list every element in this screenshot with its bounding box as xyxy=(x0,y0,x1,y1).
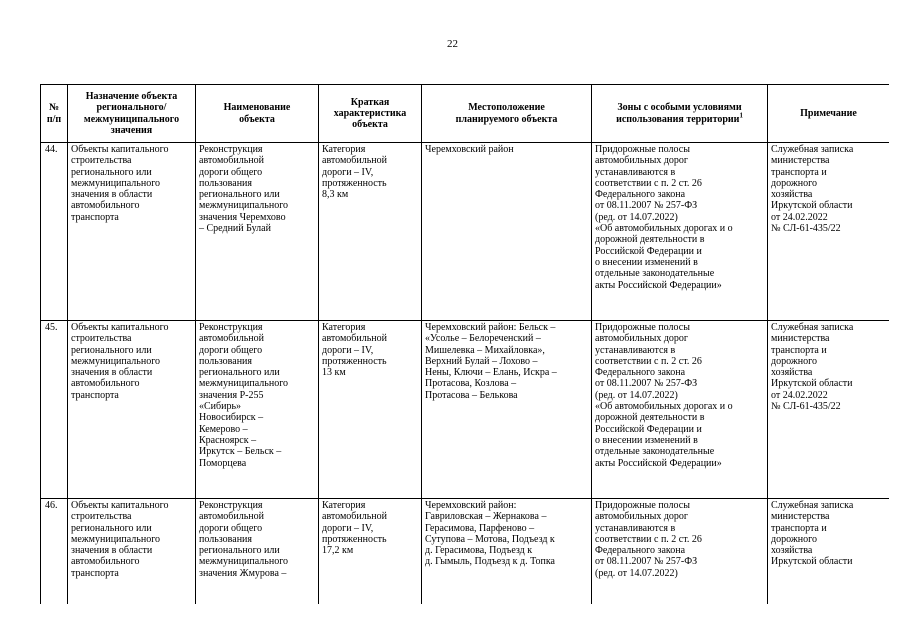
cell-text-line: автомобильной xyxy=(322,333,387,345)
cell-text-line: хозяйства xyxy=(771,367,813,379)
cell-text-line: пользования xyxy=(199,177,252,189)
cell-text-line: Категория xyxy=(322,144,366,155)
cell-text-line: от 08.11.2007 № 257-ФЗ xyxy=(595,200,698,212)
header-purpose xyxy=(68,85,196,143)
cell-text-line: строительства xyxy=(71,333,132,345)
cell-text-line: – Средний Булай xyxy=(199,223,271,235)
cell-text-line: Мишелевка – Михайловка», xyxy=(425,344,545,356)
cell-text-line: значения xyxy=(110,124,153,136)
cell-text-line: Верхний Булай – Лохово – xyxy=(425,355,538,367)
cell-text-line: № СЛ-61-435/22 xyxy=(771,401,841,413)
cell-text-line: Федерального закона xyxy=(595,367,686,379)
object-purpose xyxy=(68,321,196,499)
object-location xyxy=(422,321,592,499)
cell-text-line: Красноярск – xyxy=(199,434,257,446)
cell-text-line: строительства xyxy=(71,511,132,523)
restricted-zones xyxy=(592,321,768,499)
cell-text-line: объекта xyxy=(239,113,275,125)
cell-text-line: дорожного xyxy=(771,355,817,367)
cell-text-line: д. Герасимова, Подъезд к xyxy=(425,545,533,557)
table-row xyxy=(41,499,890,605)
cell-text-line: министерства xyxy=(771,155,830,167)
cell-text-line: автомобильных дорог xyxy=(595,155,689,167)
cell-text-line: от 08.11.2007 № 257-ФЗ xyxy=(595,556,698,568)
cell-text-line: Объекты капитального xyxy=(71,144,169,155)
restricted-zones xyxy=(592,143,768,321)
cell-text-line: значения в области xyxy=(71,367,153,379)
cell-text-line: Объекты капитального xyxy=(71,500,169,511)
footnote-marker: 1 xyxy=(739,111,743,120)
cell-text-line: «Об автомобильных дорогах и о xyxy=(595,223,733,235)
cell-text-line: дороги общего xyxy=(199,344,263,356)
row-number: 45. xyxy=(41,321,68,499)
cell-text-line: регионального или xyxy=(71,166,152,178)
object-name xyxy=(196,499,319,605)
cell-text-line: Протасова, Козлова – xyxy=(425,378,517,390)
cell-text-line: Нены, Ключи – Елань, Искра – xyxy=(425,367,557,379)
cell-text-line: устанавливаются в xyxy=(595,166,676,178)
cell-text-line: «Сибирь» xyxy=(199,401,242,413)
cell-text-line: автомобильного xyxy=(71,378,140,390)
cell-text-line: межмуниципального xyxy=(199,200,289,212)
cell-text-line: транспорта xyxy=(71,211,119,223)
cell-text-line: дороги общего xyxy=(199,522,263,534)
cell-text-line: соответствии с п. 2 ст. 26 xyxy=(595,355,702,367)
header-zones-line-2 xyxy=(594,111,765,125)
cell-text-line: Новосибирск – xyxy=(199,412,264,424)
cell-text-line: Протасова – Белькова xyxy=(425,389,518,401)
cell-text-line: Придорожные полосы xyxy=(595,500,690,511)
cell-text-line: строительства xyxy=(71,155,132,167)
cell-text-line: планируемого объекта xyxy=(455,113,558,125)
object-note xyxy=(768,143,890,321)
cell-text-line: регионального или xyxy=(199,189,280,201)
cell-text-line: протяженность xyxy=(322,533,387,545)
cell-text-line: Черемховский район: Бельск – xyxy=(425,322,556,333)
restricted-zones xyxy=(592,499,768,605)
cell-text-line: отдельные законодательные xyxy=(595,446,715,458)
cell-text-line: п/п xyxy=(46,113,62,125)
cell-text-line: Категория xyxy=(322,500,366,511)
cell-text-line: № СЛ-61-435/22 xyxy=(771,223,841,235)
cell-text-line: межмуниципального xyxy=(71,177,161,189)
cell-text-line: Реконструкция xyxy=(199,144,263,155)
cell-text-line: 8,3 км xyxy=(322,189,349,201)
cell-text-line: регионального или xyxy=(199,367,280,379)
cell-text-line: Сутупова – Мотова, Подъезд к xyxy=(425,533,555,545)
header-name xyxy=(196,85,319,143)
cell-text-line: протяженность xyxy=(322,355,387,367)
cell-text-line: значения Черемхово xyxy=(199,211,286,223)
cell-text-line: характеристика xyxy=(333,107,407,119)
cell-text-line: Придорожные полосы xyxy=(595,144,690,155)
cell-text-line: транспорта и xyxy=(771,522,827,534)
cell-text-line: хозяйства xyxy=(771,189,813,201)
cell-text-line: от 24.02.2022 xyxy=(771,211,828,223)
cell-text-line: Служебная записка xyxy=(771,144,854,155)
cell-text-line: (ред. от 14.07.2022) xyxy=(595,211,678,223)
cell-text-line: Гавриловская – Жернакова – xyxy=(425,511,547,523)
cell-text-line: транспорта xyxy=(71,389,119,401)
cell-text-line: дорожной деятельности в xyxy=(595,234,705,246)
object-location xyxy=(422,143,592,321)
cell-text-line: Категория xyxy=(322,322,366,333)
cell-text-line: автомобильных дорог xyxy=(595,511,689,523)
cell-text-line: соответствии с п. 2 ст. 26 xyxy=(595,533,702,545)
cell-text-line: межмуниципального xyxy=(71,355,161,367)
row-number: 44. xyxy=(41,143,68,321)
cell-text-line: регионального или xyxy=(199,545,280,557)
cell-text-line: соответствии с п. 2 ст. 26 xyxy=(595,177,702,189)
table-container xyxy=(40,84,889,604)
cell-text-line: Иркутск – Бельск – xyxy=(199,446,282,458)
header-note: Примечание xyxy=(768,85,890,143)
planned-objects-table xyxy=(40,84,889,604)
cell-text-line: Краткая xyxy=(350,96,390,108)
cell-text-line: объекта xyxy=(352,119,388,131)
row-number: 46. xyxy=(41,499,68,605)
cell-text-line: транспорта и xyxy=(771,344,827,356)
cell-text-line: министерства xyxy=(771,511,830,523)
cell-text-line: межмуниципального xyxy=(83,113,180,125)
table-row xyxy=(41,143,890,321)
cell-text-line: пользования xyxy=(199,355,252,367)
cell-text-line: от 24.02.2022 xyxy=(771,389,828,401)
cell-text-line: дорожного xyxy=(771,177,817,189)
cell-text-line: Иркутской области xyxy=(771,556,853,568)
object-note xyxy=(768,321,890,499)
object-characteristic xyxy=(319,321,422,499)
cell-text-line: Объекты капитального xyxy=(71,322,169,333)
cell-text-line: Придорожные полосы xyxy=(595,322,690,333)
cell-text-line: автомобильной xyxy=(199,511,264,523)
cell-text-line: пользования xyxy=(199,533,252,545)
cell-text-line: Российской Федерации и xyxy=(595,423,702,435)
cell-text-line: дороги – IV, xyxy=(322,522,374,534)
cell-text-line: регионального/ xyxy=(96,102,167,114)
header-num xyxy=(41,85,68,143)
cell-text-line: транспорта и xyxy=(771,166,827,178)
cell-text-line: устанавливаются в xyxy=(595,344,676,356)
cell-text-line: о внесении изменений в xyxy=(595,256,698,268)
cell-text-line: регионального или xyxy=(71,344,152,356)
cell-text-line: дороги общего xyxy=(199,166,263,178)
cell-text-line: акты Российской Федерации» xyxy=(595,279,722,291)
cell-text-line: автомобильной xyxy=(322,155,387,167)
cell-text-line: автомобильного xyxy=(71,556,140,568)
cell-text-line: отдельные законодательные xyxy=(595,268,715,280)
object-name xyxy=(196,143,319,321)
object-purpose xyxy=(68,499,196,605)
cell-text-line: автомобильной xyxy=(199,333,264,345)
cell-text-line: Реконструкция xyxy=(199,500,263,511)
cell-text-line: 17,2 км xyxy=(322,545,354,557)
table-row xyxy=(41,321,890,499)
cell-text-line: министерства xyxy=(771,333,830,345)
cell-text-line: протяженность xyxy=(322,177,387,189)
cell-text-line: Федерального закона xyxy=(595,545,686,557)
cell-text-line: дороги – IV, xyxy=(322,344,374,356)
object-note xyxy=(768,499,890,605)
header-zones xyxy=(592,85,768,143)
cell-text-line: значения Р-255 xyxy=(199,389,264,401)
cell-text-line: транспорта xyxy=(71,567,119,579)
object-characteristic xyxy=(319,499,422,605)
cell-text-line: Реконструкция xyxy=(199,322,263,333)
cell-text-line: от 08.11.2007 № 257-ФЗ xyxy=(595,378,698,390)
cell-text-line: № xyxy=(48,102,60,114)
cell-text-line: автомобильного xyxy=(71,200,140,212)
cell-text-line: Наименование xyxy=(223,102,291,114)
cell-text-line: Поморцева xyxy=(199,457,247,469)
header-zones-text: использования территории xyxy=(616,113,740,125)
cell-text-line: значения Жмурова – xyxy=(199,567,287,579)
cell-text-line: хозяйства xyxy=(771,545,813,557)
cell-text-line: д. Гымыль, Подъезд к д. Топка xyxy=(425,556,555,568)
header-location xyxy=(422,85,592,143)
cell-text-line: «Об автомобильных дорогах и о xyxy=(595,401,733,413)
cell-text-line: Служебная записка xyxy=(771,500,854,511)
cell-text-line: Иркутской области xyxy=(771,200,853,212)
cell-text-line: Служебная записка xyxy=(771,322,854,333)
cell-text-line: Черемховский район: xyxy=(425,500,517,511)
table-header-row xyxy=(41,85,890,143)
cell-text-line: межмуниципального xyxy=(199,378,289,390)
cell-text-line: дороги – IV, xyxy=(322,166,374,178)
page-number: 22 xyxy=(447,38,458,50)
cell-text-line: межмуниципального xyxy=(199,556,289,568)
cell-text-line: Местоположение xyxy=(468,102,545,114)
object-purpose xyxy=(68,143,196,321)
cell-text-line: (ред. от 14.07.2022) xyxy=(595,567,678,579)
cell-text-line: устанавливаются в xyxy=(595,522,676,534)
cell-text-line: автомобильной xyxy=(199,155,264,167)
cell-text-line: Федерального закона xyxy=(595,189,686,201)
cell-text-line: Назначение объекта xyxy=(85,90,178,102)
cell-text-line: 13 км xyxy=(322,367,346,379)
object-name xyxy=(196,321,319,499)
cell-text-line: автомобильных дорог xyxy=(595,333,689,345)
cell-text-line: о внесении изменений в xyxy=(595,434,698,446)
cell-text-line: регионального или xyxy=(71,522,152,534)
cell-text-line: Герасимова, Парфеново – xyxy=(425,522,535,534)
cell-text-line: межмуниципального xyxy=(71,533,161,545)
cell-text-line: Черемховский район xyxy=(425,144,514,155)
cell-text-line: (ред. от 14.07.2022) xyxy=(595,389,678,401)
object-characteristic xyxy=(319,143,422,321)
header-characteristic xyxy=(319,85,422,143)
cell-text-line: дорожного xyxy=(771,533,817,545)
header-zones-line-1: Зоны с особыми условиями xyxy=(617,102,742,114)
cell-text-line: Кемерово – xyxy=(199,423,248,435)
cell-text-line: акты Российской Федерации» xyxy=(595,457,722,469)
object-location xyxy=(422,499,592,605)
cell-text-line: значения в области xyxy=(71,189,153,201)
cell-text-line: Российской Федерации и xyxy=(595,245,702,257)
cell-text-line: дорожной деятельности в xyxy=(595,412,705,424)
cell-text-line: автомобильной xyxy=(322,511,387,523)
cell-text-line: значения в области xyxy=(71,545,153,557)
cell-text-line: Иркутской области xyxy=(771,378,853,390)
cell-text-line: «Усолье – Белореченский – xyxy=(425,333,541,345)
